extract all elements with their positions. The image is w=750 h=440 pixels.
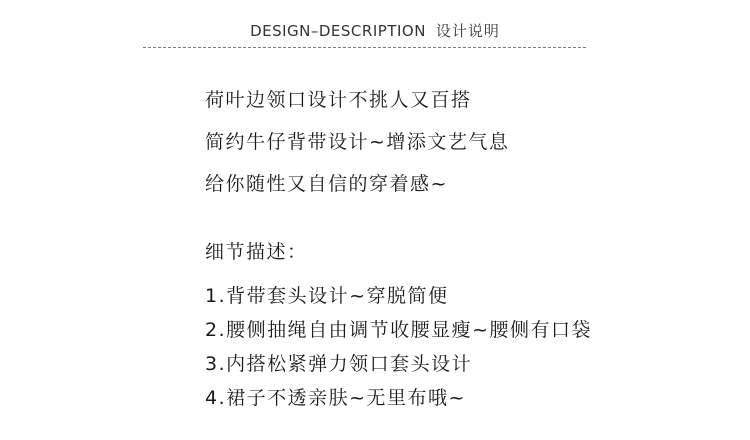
dashed-divider [143, 47, 586, 48]
intro-line: 简约牛仔背带设计~增添文艺气息 [205, 131, 510, 153]
intro-block [205, 86, 725, 212]
header-chinese-title: 设计说明 [435, 22, 500, 40]
intro-line: 给你随性又自信的穿着感~ [205, 173, 448, 195]
details-title: 细节描述： [205, 241, 308, 263]
detail-item: 4.裙子不透亲肤~无里布哦~ [205, 387, 466, 409]
detail-item: 2.腰侧抽绳自由调节收腰显瘦~腰侧有口袋 [205, 319, 593, 341]
section-header [0, 20, 750, 41]
detail-item: 3.内搭松紧弹力领口套头设计 [205, 353, 473, 375]
detail-item: 1.背带套头设计~穿脱简便 [205, 285, 449, 307]
intro-line: 荷叶边领口设计不挑人又百搭 [205, 89, 472, 111]
header-english-title: DESIGN–DESCRIPTION [250, 22, 426, 40]
details-list [205, 282, 592, 418]
